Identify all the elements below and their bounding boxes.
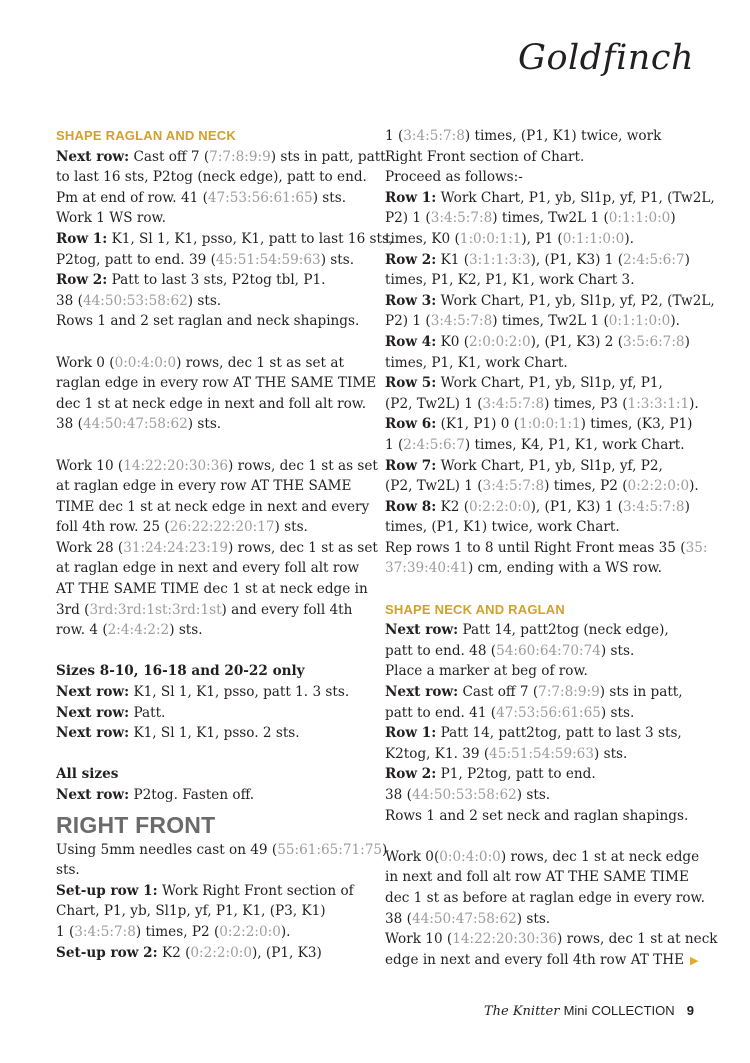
text-run: Work Chart, P1, yb, Sl1p, yf, P2, (Tw2L, xyxy=(436,292,715,309)
text-run: ), (P1, K3) xyxy=(251,944,322,961)
text-line xyxy=(385,806,703,827)
size-values: 3:4:5:7:8 xyxy=(482,395,545,412)
size-values: 3:1:1:3:3 xyxy=(469,251,531,268)
size-values: 1:0:0:1:1 xyxy=(459,230,522,247)
text-line xyxy=(56,764,366,785)
text-run: ) and every foll 4th xyxy=(221,601,353,618)
text-run: row. 4 ( xyxy=(56,622,108,639)
size-values: 0:2:2:0:0 xyxy=(627,478,690,495)
size-values: 35: xyxy=(685,539,708,556)
text-run: P2tog. Fasten off. xyxy=(129,787,255,803)
text-run: ) times, P2 ( xyxy=(544,478,628,495)
bold-label: Next row: xyxy=(56,684,130,701)
text-line xyxy=(56,208,366,229)
text-line xyxy=(56,229,394,250)
text-run: Right Front section of Chart. xyxy=(385,148,585,165)
text-run: Work 0 ( xyxy=(56,354,115,371)
text-run: TIME dec 1 st at neck edge in next and every xyxy=(56,498,370,515)
size-values: 0:1:1:0:0 xyxy=(562,230,625,247)
page-footer xyxy=(484,1003,694,1019)
text-run: Patt to last 3 sts, P2tog tbl, P1. xyxy=(107,272,326,289)
text-run: Work 0( xyxy=(385,848,440,865)
size-values: 47:53:56:61:65 xyxy=(207,189,313,206)
text-run: ) sts. xyxy=(600,642,635,659)
text-run: ). xyxy=(670,313,680,330)
text-line xyxy=(385,188,715,209)
text-run: ) xyxy=(382,841,388,858)
size-values: 0:2:2:0:0 xyxy=(190,944,252,961)
text-run: Rep rows 1 to 8 until Right Front meas 35 ( xyxy=(385,539,686,556)
text-run: ) times, K4, P1, K1, work Chart. xyxy=(464,436,685,453)
text-line xyxy=(385,744,703,765)
size-values: 3:4:5:7:8 xyxy=(403,128,465,144)
text-run: in next and foll alt row AT THE SAME TIME xyxy=(385,869,689,886)
bold-label: Next row: xyxy=(385,684,459,701)
text-run: times, K0 ( xyxy=(385,230,460,247)
text-run: ) sts. xyxy=(593,745,628,762)
text-run: dec 1 st as before at raglan edge in every row. xyxy=(385,889,705,906)
text-line xyxy=(56,291,366,312)
text-line xyxy=(385,147,703,168)
text-run: AT THE SAME TIME dec 1 st at neck edge in xyxy=(56,581,368,598)
text-line xyxy=(385,476,703,497)
text-run: Work Chart, P1, yb, Sl1p, yf, P1, (Tw2L, xyxy=(436,189,715,206)
bold-label: Row 1: xyxy=(385,189,437,206)
text-line xyxy=(385,888,703,909)
text-line xyxy=(385,414,703,435)
left-column xyxy=(56,126,394,963)
paragraph-gap xyxy=(56,641,366,662)
text-run: ) rows, dec 1 st as set xyxy=(228,457,378,474)
paragraph-gap xyxy=(385,579,703,600)
text-line xyxy=(56,167,366,188)
text-line xyxy=(56,661,366,682)
bold-label: Row 2: xyxy=(385,766,437,783)
bold-label: Next row: xyxy=(56,787,130,803)
bold-label: Row 1: xyxy=(385,725,437,742)
text-line xyxy=(56,373,377,394)
size-values: 54:60:64:70:74 xyxy=(496,642,601,659)
text-line xyxy=(385,661,703,682)
text-run: sts. xyxy=(56,862,80,879)
text-run: 1 ( xyxy=(385,436,404,453)
continue-arrow-icon: ▶ xyxy=(690,953,699,967)
section-title: RIGHT FRONT xyxy=(56,811,216,838)
text-run: ). xyxy=(280,923,291,940)
text-run: ) sts in patt, patt xyxy=(270,148,386,165)
size-values: 26:22:22:20:17 xyxy=(169,519,275,536)
text-line xyxy=(56,682,366,703)
text-run: ) rows, dec 1 st at neck edge xyxy=(500,848,700,865)
text-run: ) times, Tw2L 1 ( xyxy=(492,210,609,227)
text-run: Work Chart, P1, yb, Sl1p, yf, P2, xyxy=(436,457,663,474)
bold-label: Row 3: xyxy=(385,292,437,309)
text-line xyxy=(56,353,366,374)
text-line xyxy=(385,250,703,271)
text-line xyxy=(385,208,703,229)
text-line xyxy=(385,703,703,724)
text-line xyxy=(56,922,366,943)
text-line xyxy=(56,901,366,922)
text-line xyxy=(385,167,703,188)
size-values: 3:4:5:7:8 xyxy=(430,210,493,227)
text-line xyxy=(385,929,718,950)
text-run: ) sts. xyxy=(320,251,355,268)
text-run: ) sts. xyxy=(312,189,347,206)
text-run: ) sts. xyxy=(516,787,551,803)
text-run: to last 16 sts, P2tog (neck edge), patt to end. xyxy=(56,169,367,186)
size-values: 0:2:2:0:0 xyxy=(469,498,531,515)
text-line xyxy=(56,497,370,518)
text-run: at raglan edge in next and every foll alt row xyxy=(56,560,360,577)
right-column xyxy=(385,126,718,971)
text-run: Work 28 ( xyxy=(56,539,124,556)
text-run: 1 ( xyxy=(385,128,404,144)
text-line xyxy=(385,270,703,291)
text-line xyxy=(385,538,708,559)
text-line xyxy=(385,394,703,415)
size-values: 37:39:40:41 xyxy=(385,560,468,577)
text-line xyxy=(385,311,703,332)
text-run: Work 1 WS row. xyxy=(56,210,166,227)
text-run: (P2, Tw2L) 1 ( xyxy=(385,478,483,495)
text-line xyxy=(56,270,366,291)
size-values: 3:4:5:7:8 xyxy=(74,923,136,940)
bold-label: Set-up row 2: xyxy=(56,944,158,961)
size-values: 45:51:54:59:63 xyxy=(215,251,321,268)
bold-label: Row 8: xyxy=(385,498,437,515)
text-run: 38 ( xyxy=(56,292,83,309)
text-line xyxy=(385,620,703,641)
bold-label: Next row: xyxy=(56,148,130,165)
text-run: 38 ( xyxy=(56,416,83,433)
text-run: ) times, (P1, K1) twice, work xyxy=(464,128,662,144)
text-run: raglan edge in every row AT THE SAME TIME xyxy=(56,375,377,392)
text-line xyxy=(56,250,366,271)
paragraph-gap xyxy=(385,826,703,847)
size-values: 0:2:2:0:0 xyxy=(219,923,281,940)
text-run: K2tog, K1. 39 ( xyxy=(385,745,490,762)
bold-label: Next row: xyxy=(56,704,130,721)
text-line xyxy=(56,723,366,744)
text-line xyxy=(56,881,366,902)
text-run: Work Right Front section of xyxy=(157,882,354,899)
text-line xyxy=(385,332,703,353)
text-line xyxy=(56,538,378,559)
size-values: 0:1:1:0:0 xyxy=(608,313,671,330)
size-values: 45:51:54:59:63 xyxy=(489,745,594,762)
bold-label: All sizes xyxy=(56,766,119,783)
text-line xyxy=(385,847,703,868)
text-run: Patt 14, patt2tog (neck edge), xyxy=(458,622,669,639)
text-run: ), (P1, K3) 1 ( xyxy=(530,498,623,515)
bold-label: Row 4: xyxy=(385,333,437,350)
text-run: times, (P1, K1) twice, work Chart. xyxy=(385,519,620,536)
text-run: at raglan edge in every row AT THE SAME xyxy=(56,478,352,495)
text-run: K0 ( xyxy=(436,333,470,350)
text-run: Work Chart, P1, yb, Sl1p, yf, P1, xyxy=(436,375,663,392)
text-run: ) times, P3 ( xyxy=(544,395,628,412)
bold-label: Sizes 8-10, 16-18 and 20-22 only xyxy=(56,663,305,680)
text-line xyxy=(385,373,703,394)
text-run: ) xyxy=(670,210,676,227)
text-run: Patt 14, patt2tog, patt to last 3 sts, xyxy=(436,725,682,742)
text-run: ) rows, dec 1 st at neck xyxy=(557,931,718,948)
text-run: 1 ( xyxy=(56,923,75,940)
bold-label: Set-up row 1: xyxy=(56,882,158,899)
text-run: K1, Sl 1, K1, psso. 2 sts. xyxy=(129,725,300,742)
text-line xyxy=(56,943,366,964)
text-line xyxy=(56,517,366,538)
text-line xyxy=(56,785,366,806)
text-run: Cast off 7 ( xyxy=(458,684,539,701)
text-run: (K1, P1) 0 ( xyxy=(436,416,520,433)
text-run: ) sts. xyxy=(516,910,551,927)
text-run: P2) 1 ( xyxy=(385,210,431,227)
text-line xyxy=(385,353,703,374)
text-run: ) xyxy=(684,333,690,350)
size-values: 44:50:53:58:62 xyxy=(82,292,188,309)
text-run: ) sts. xyxy=(169,622,203,639)
page-title: Goldfinch xyxy=(518,38,694,78)
text-line xyxy=(56,703,366,724)
text-run: K1, Sl 1, K1, psso, K1, patt to last 16 sts, xyxy=(107,230,394,247)
size-values: 2:0:0:2:0 xyxy=(469,333,531,350)
text-line xyxy=(385,785,703,806)
text-run: P1, P2tog, patt to end. xyxy=(436,766,596,783)
size-values: 1:0:0:1:1 xyxy=(519,416,581,433)
text-line xyxy=(385,682,703,703)
text-run: patt to end. 48 ( xyxy=(385,642,497,659)
text-run: ) times, P2 ( xyxy=(135,923,220,940)
size-values: 14:22:20:30:36 xyxy=(452,931,558,948)
text-run: ) rows, dec 1 st as set xyxy=(228,539,378,556)
text-run: ) sts. xyxy=(600,704,635,721)
text-run: Proceed as follows:- xyxy=(385,169,523,186)
size-values: 55:61:65:71:75 xyxy=(277,841,383,858)
text-run: K1, Sl 1, K1, psso, patt 1. 3 sts. xyxy=(129,684,350,701)
size-values: 7:7:8:9:9 xyxy=(538,684,600,701)
text-line xyxy=(385,558,703,579)
text-line xyxy=(385,126,703,147)
text-run: ), (P1, K3) 1 ( xyxy=(530,251,623,268)
size-values: 2:4:5:6:7 xyxy=(403,436,465,453)
section-heading: SHAPE NECK AND RAGLAN xyxy=(385,601,565,617)
size-values: 3:4:5:7:8 xyxy=(623,498,685,515)
text-run: ), P1 ( xyxy=(521,230,563,247)
size-values: 3:4:5:7:8 xyxy=(430,313,493,330)
size-values: 44:50:47:58:62 xyxy=(82,416,188,433)
size-values: 1:3:3:1:1 xyxy=(627,395,690,412)
size-values: 3rd:3rd:1st:3rd:1st xyxy=(89,601,222,618)
text-run: 38 ( xyxy=(385,787,412,803)
bold-label: Row 2: xyxy=(56,272,108,289)
text-line xyxy=(56,311,366,332)
text-run: ) cm, ending with a WS row. xyxy=(467,560,662,577)
text-line xyxy=(56,600,366,621)
text-run: ) sts. xyxy=(274,519,308,536)
text-run: Place a marker at beg of row. xyxy=(385,663,588,680)
text-run: times, P1, K1, work Chart. xyxy=(385,354,568,371)
text-run: Pm at end of row. 41 ( xyxy=(56,189,208,206)
size-values: 44:50:53:58:62 xyxy=(411,787,517,803)
text-line xyxy=(385,497,703,518)
text-line xyxy=(385,517,703,538)
text-run: edge in next and every foll 4th row AT THE xyxy=(385,951,685,968)
text-run: ). xyxy=(624,230,634,247)
text-line xyxy=(56,456,378,477)
bold-label: Row 5: xyxy=(385,375,437,392)
bold-label: Row 7: xyxy=(385,457,437,474)
text-run: ) sts. xyxy=(187,292,222,309)
text-run: P2) 1 ( xyxy=(385,313,431,330)
text-run: ) sts in patt, xyxy=(599,684,683,701)
text-run: Rows 1 and 2 set neck and raglan shapings. xyxy=(385,807,689,824)
text-line xyxy=(56,147,386,168)
size-values: 3:5:6:7:8 xyxy=(623,333,685,350)
bold-label: Next row: xyxy=(385,622,459,639)
text-run: ) times, Tw2L 1 ( xyxy=(492,313,609,330)
text-run: 3rd ( xyxy=(56,601,90,618)
text-line xyxy=(385,291,715,312)
page-number: 9 xyxy=(686,1003,694,1018)
text-line xyxy=(385,435,703,456)
text-line xyxy=(56,558,366,579)
size-values: 7:7:8:9:9 xyxy=(209,148,271,165)
text-line xyxy=(385,909,703,930)
text-run: ). xyxy=(689,395,699,412)
paragraph-gap xyxy=(56,744,366,765)
text-run: Chart, P1, yb, Sl1p, yf, P1, K1, (P3, K1) xyxy=(56,903,326,920)
text-run: Work 10 ( xyxy=(385,931,453,948)
bold-label: Row 6: xyxy=(385,416,437,433)
text-run: ), (P1, K3) 2 ( xyxy=(530,333,623,350)
text-run: Cast off 7 ( xyxy=(129,148,210,165)
bold-label: Row 2: xyxy=(385,251,437,268)
size-values: 14:22:20:30:36 xyxy=(123,457,229,474)
text-run: Patt. xyxy=(129,704,166,721)
text-run: ) xyxy=(684,251,690,268)
size-values: 47:53:56:61:65 xyxy=(496,704,601,721)
size-values: 0:0:4:0:0 xyxy=(439,848,501,865)
text-line xyxy=(56,414,366,435)
text-run: ) xyxy=(684,498,690,515)
text-run: Using 5mm needles cast on 49 ( xyxy=(56,841,278,858)
size-values: 44:50:47:58:62 xyxy=(411,910,517,927)
text-line xyxy=(56,860,366,881)
text-run: ) rows, dec 1 st as set at xyxy=(176,354,344,371)
text-run: K2 ( xyxy=(436,498,470,515)
size-values: 2:4:5:6:7 xyxy=(623,251,685,268)
text-line xyxy=(385,764,703,785)
text-run: P2tog, patt to end. 39 ( xyxy=(56,251,216,268)
paragraph-gap xyxy=(56,435,366,456)
text-line xyxy=(385,867,703,888)
text-run: foll 4th row. 25 ( xyxy=(56,519,170,536)
size-values: 0:1:1:0:0 xyxy=(608,210,671,227)
size-values: 2:4:4:2:2 xyxy=(107,622,170,639)
section-heading: SHAPE RAGLAN AND NECK xyxy=(56,128,236,143)
bold-label: Next row: xyxy=(56,725,130,742)
paragraph-gap xyxy=(56,332,366,353)
text-run: Rows 1 and 2 set raglan and neck shapings. xyxy=(56,313,360,330)
text-line xyxy=(385,456,703,477)
text-line xyxy=(56,188,366,209)
text-run: (P2, Tw2L) 1 ( xyxy=(385,395,483,412)
size-values: 31:24:24:23:19 xyxy=(123,539,229,556)
text-run: K2 ( xyxy=(157,944,191,961)
text-line xyxy=(385,723,703,744)
text-line xyxy=(56,476,366,497)
text-line xyxy=(56,394,366,415)
text-line xyxy=(385,229,703,250)
text-line xyxy=(56,840,388,861)
text-line xyxy=(56,620,366,641)
bold-label: Row 1: xyxy=(56,230,108,247)
footer-collection: COLLECTION xyxy=(591,1003,675,1018)
text-run: Work 10 ( xyxy=(56,457,124,474)
size-values: 3:4:5:7:8 xyxy=(482,478,545,495)
text-run: times, P1, K2, P1, K1, work Chart 3. xyxy=(385,272,635,289)
footer-series: Mini xyxy=(563,1003,588,1018)
size-values: 0:0:4:0:0 xyxy=(114,354,177,371)
text-run: dec 1 st at neck edge in next and foll alt row. xyxy=(56,395,367,412)
text-run: ). xyxy=(689,478,699,495)
text-run: ) times, (K3, P1) xyxy=(580,416,693,433)
text-run: K1 ( xyxy=(436,251,470,268)
text-line xyxy=(385,641,703,662)
text-run: patt to end. 41 ( xyxy=(385,704,497,721)
text-line xyxy=(56,579,366,600)
text-run: 38 ( xyxy=(385,910,412,927)
footer-magazine: The Knitter xyxy=(483,1004,560,1019)
text-line xyxy=(385,950,703,972)
text-run: ) sts. xyxy=(187,416,222,433)
